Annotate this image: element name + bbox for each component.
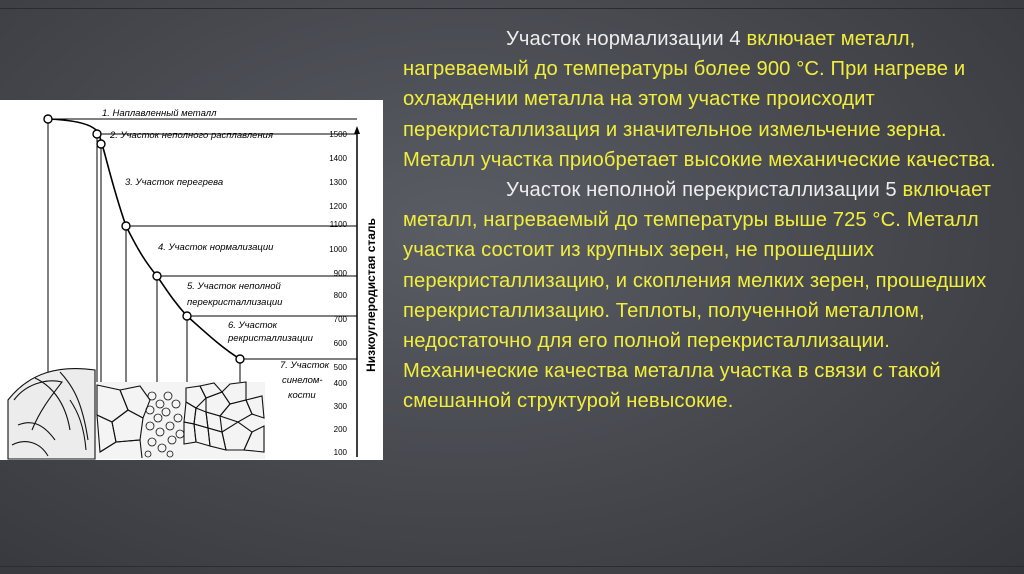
zone-label-5: 5. Участок неполной bbox=[187, 281, 281, 292]
paragraph-partial-recrystallization bbox=[403, 175, 1008, 417]
zone-label-5-line2: перекристаллизации bbox=[187, 297, 283, 308]
paragraph-body: включает металл, нагреваемый до температуры выше 725 °С. Металл участка состоит из крупных зерен, не прошедших перекристаллизацию, и скопления мелких зерен, прошедших перекристаллизацию. Теплоты, полученной металлом, недостаточно для его полной перекристаллизации. Механические качества металла участка в связи с такой смешанной структурой невысокие. bbox=[403, 179, 992, 413]
zone-label-7-line3: кости bbox=[288, 390, 316, 401]
axis-title: Низкоуглеродистая сталь bbox=[364, 218, 378, 372]
tick-label: 1400 bbox=[329, 154, 347, 163]
tick-label: 600 bbox=[333, 339, 347, 348]
zone-label-6: 6. Участок bbox=[228, 320, 278, 331]
paragraph-normalization bbox=[403, 24, 1008, 175]
tick-label: 900 bbox=[333, 269, 347, 278]
decorative-line bbox=[0, 566, 1024, 567]
slide-text bbox=[403, 24, 1008, 417]
paragraph-body: включает металл, нагреваемый до температуры более 900 °С. При нагреве и охлаждении металла на этом участке происходит перекристаллизация и значительное измельчение зерна. Металл участка приобретает высокие механические качества. bbox=[403, 28, 996, 171]
curve-point bbox=[93, 130, 101, 138]
tick-label: 500 bbox=[333, 363, 347, 372]
zone-label-7-line2: синелом- bbox=[282, 375, 323, 386]
decorative-line bbox=[0, 8, 1024, 9]
weld-zone-diagram bbox=[0, 100, 383, 460]
curve-point bbox=[153, 272, 161, 280]
tick-label: 1300 bbox=[329, 178, 347, 187]
zone-label-2: 2. Участок неполного расплавления bbox=[110, 130, 274, 141]
paragraph-head: Участок нормализации 4 bbox=[506, 28, 741, 50]
tick-label: 400 bbox=[333, 379, 347, 388]
tick-label: 800 bbox=[333, 291, 347, 300]
tick-label: 100 bbox=[333, 448, 347, 457]
curve-point bbox=[236, 355, 244, 363]
temperature-curve bbox=[48, 119, 240, 359]
tick-label: 200 bbox=[333, 425, 347, 434]
curve-point bbox=[183, 312, 191, 320]
microstructure-illustration bbox=[8, 369, 265, 459]
zone-label-4: 4. Участок нормализации bbox=[158, 242, 274, 253]
tick-label: 1500 bbox=[329, 130, 347, 139]
paragraph-head: Участок неполной перекристаллизации 5 bbox=[506, 179, 897, 202]
zone-label-3: 3. Участок перегрева bbox=[125, 177, 224, 188]
tick-label: 1100 bbox=[329, 220, 347, 229]
tick-label: 1200 bbox=[329, 202, 347, 211]
tick-label: 700 bbox=[333, 315, 347, 324]
zone-label-6-line2: рекристаллизации bbox=[228, 333, 313, 344]
zone-label-1: 1. Наплавленный металл bbox=[102, 108, 217, 119]
tick-label: 300 bbox=[333, 402, 347, 411]
curve-point bbox=[97, 140, 105, 148]
curve-point bbox=[122, 222, 130, 230]
curve-point bbox=[44, 115, 52, 123]
zone-label-7: 7. Участок bbox=[280, 360, 330, 371]
tick-label: 1000 bbox=[329, 245, 347, 254]
